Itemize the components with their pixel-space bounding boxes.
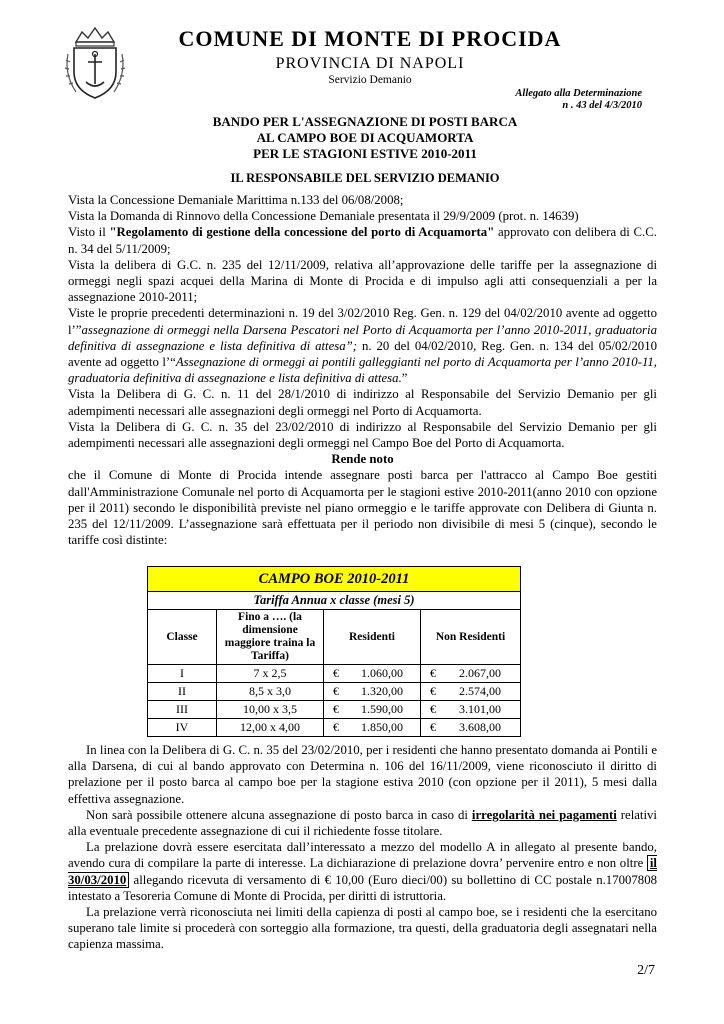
comune-title: COMUNE DI MONTE DI PROCIDA — [178, 26, 562, 51]
table-row — [148, 719, 521, 737]
euro-sign: € — [333, 720, 339, 734]
condizione-pagamenti — [68, 807, 657, 839]
cell-non-residenti — [421, 719, 521, 737]
euro-sign: € — [333, 684, 339, 698]
euro-sign: € — [430, 684, 436, 698]
cell-classe: IV — [148, 719, 217, 737]
header-non-residenti: Non Residenti — [421, 610, 521, 665]
cell-non-residenti — [421, 665, 521, 683]
condizione-sorteggio: La prelazione verrà riconosciuta nei limiti della capienza di posti al campo boe, se i residenti che la esercitano superano tale limite si procederà con sorteggio alla formazione, tra questi, della graduatoria degli assegnatari nella capienza massima. — [68, 905, 657, 952]
condizione-pagamenti-text: Non sarà possibile ottenere alcuna assegnazione di posto barca in caso di — [86, 807, 472, 822]
bando-title-line1: BANDO PER L'ASSEGNAZIONE DI POSTI BARCA — [212, 114, 518, 129]
cell-classe: III — [148, 701, 217, 719]
condizione-modalita — [68, 839, 657, 904]
cell-residenti — [324, 683, 421, 701]
premessa-3-text: Visto il — [68, 225, 110, 240]
premessa-7: Vista la Delibera di G. C. n. 35 del 23/02/2010 di indirizzo al Responsabile del Servizio Demanio per gli adempimenti necessari alle assegnazioni degli ormeggi nel Campo Boe del Porto di Acquamorta. — [68, 419, 657, 451]
premessa-5 — [68, 305, 657, 386]
premessa-5-text: Viste le proprie precedenti determinazioni n. 19 del 3/02/2010 Reg. Gen. n. 129 del 04/02/2010 avente ad oggetto l’” — [68, 306, 657, 337]
premessa-5-text-mid: n. 20 del 04/02/2010, Reg. Gen. n. 134 del 05/02/2010 avente ad oggetto l’“ — [68, 338, 657, 370]
determina-19-oggetto: assegnazione di ormeggi nella Darsena Pescatori nel Porto di Acquamorta per l’anno 2010-2011, graduatoria definitiva di assegnazione e lista definitiva di attesa”; — [68, 322, 657, 353]
residenti-value: 1.850,00 — [361, 720, 403, 734]
header-classe: Classe — [148, 610, 217, 665]
header-residenti: Residenti — [324, 610, 421, 665]
bando-title-line3: PER LE STAGIONI ESTIVE 2010-2011 — [253, 146, 477, 161]
euro-sign: € — [430, 666, 436, 680]
non-residenti-value: 3.101,00 — [459, 702, 501, 716]
rende-noto-heading: Rende noto — [331, 452, 394, 467]
allegato-note — [515, 88, 642, 112]
page-number: 2/7 — [637, 963, 655, 978]
condizione-modalita-text: La prelazione dovrà essere esercitata dall’interessato a mezzo del modello A in allegato al presente bando, avendo cura di compilare la parte di interesse. La dichiarazione di prelazione dovra’ pervenire entro e non oltre — [68, 840, 657, 871]
condizione-pagamenti-text-end: relativi alla eventuale precedente assegnazione di cui il richiedente fosse titolare. — [68, 807, 657, 839]
table-row — [148, 683, 521, 701]
table-header-row — [148, 610, 521, 665]
premessa-2: Vista la Domanda di Rinnovo della Concessione Demaniale presentata il 29/9/2009 (prot. n. 14639) — [68, 209, 579, 224]
premessa-3 — [68, 224, 657, 256]
cell-classe: II — [148, 683, 217, 701]
cell-residenti — [324, 665, 421, 683]
table-title: CAMPO BOE 2010-2011 — [148, 567, 521, 592]
rende-noto-text: che il Comune di Monte di Procida intende assegnare posti barca per l'attracco al Campo Boe gestiti dall'Amministrazione Comunale nel porto di Acquamorta per le stagioni estive 2010-2011(anno 2010 con opzione per il 2011) secondo le disponibilità previste nel piano ormeggio e le tariffe approvate con Delibera di Giunta n. 235 del 12/11/2009. L’assegnazione sarà effettuata per il periodo non divisibile di mesi 5 (cinque), secondo le tariffe così distinte: — [68, 468, 657, 548]
condizione-prelazione: In linea con la Delibera di G. C. n. 35 del 23/02/2010, per i residenti che hanno presentato domanda ai Pontili e alla Darsena, di cui al bando approvato con Determina n. 106 del 16/11/2009, viene riconosciuto il diritto di prelazione per il posto barca al campo boe per la stagione estiva 2010 (con opzione per il 2011), 5 mesi dalla effettiva assegnazione. — [68, 743, 657, 806]
cell-residenti — [324, 701, 421, 719]
cell-dimensione: 8,5 x 3,0 — [217, 683, 324, 701]
premessa-3-text-end: approvato con delibera di C.C. n. 34 del 5/11/2009; — [68, 225, 657, 256]
premessa-1: Vista la Concessione Demaniale Marittima n.133 del 06/08/2008; — [68, 193, 404, 207]
premessa-4: Vista la delibera di G.C. n. 235 del 12/11/2009, relativa all’approvazione delle tariffe per la assegnazione di ormeggi negli spazi acquei della Marina di Monte di Procida e di impulso agli atti consequenziali a per la assegnazione 2010-2011; — [68, 257, 657, 305]
cell-classe: I — [148, 665, 217, 683]
servizio-label: Servizio Demanio — [328, 74, 412, 86]
non-residenti-value: 3.608,00 — [459, 720, 501, 734]
allegato-line2: n . 43 del 4/3/2010 — [562, 100, 642, 111]
tariffe-table — [147, 566, 521, 737]
euro-sign: € — [333, 666, 339, 680]
cell-dimensione: 7 x 2,5 — [217, 665, 324, 683]
euro-sign: € — [430, 702, 436, 716]
non-residenti-value: 2.574,00 — [459, 684, 501, 698]
residenti-value: 1.590,00 — [361, 702, 403, 716]
cell-residenti — [324, 719, 421, 737]
bando-title — [140, 114, 590, 162]
cell-non-residenti — [421, 683, 521, 701]
residenti-value: 1.060,00 — [361, 666, 403, 680]
euro-sign: € — [333, 702, 339, 716]
cell-dimensione: 12,00 x 4,00 — [217, 719, 324, 737]
condizione-modalita-text-end: allegando ricevuta di versamento di € 10,00 (Euro dieci/00) su bollettino di CC postale n.17007808 intestato a Tesoreria Comune di Monte di Procida, per diritti di istruttoria. — [68, 872, 657, 903]
municipal-crest-icon — [62, 24, 128, 102]
provincia-subtitle: PROVINCIA DI NAPOLI — [275, 55, 465, 72]
bando-title-line2: AL CAMPO BOE DI ACQUAMORTA — [256, 130, 474, 145]
condizioni-section — [68, 742, 657, 953]
regolamento-title: "Regolamento di gestione della concessione del porto di Acquamorta" — [109, 225, 495, 240]
irregolarita-highlight: irregolarità nei pagamenti — [471, 807, 617, 822]
non-residenti-value: 2.067,00 — [459, 666, 501, 680]
cell-non-residenti — [421, 701, 521, 719]
euro-sign: € — [430, 720, 436, 734]
allegato-line1: Allegato alla Determinazione — [515, 88, 642, 99]
determina-20-oggetto: Assegnazione di ormeggi ai pontili galleggianti nel porto di Acquamorta per l’anno 2010-11, graduatoria definitiva di assegnazione e lista definitiva di attesa. — [68, 355, 657, 386]
deadline-date: il 30/03/2010 — [68, 856, 657, 887]
table-row — [148, 701, 521, 719]
table-row — [148, 665, 521, 683]
premesse-section — [68, 192, 657, 548]
header-fino: Fino a …. (la dimensione maggiore traina la Tariffa) — [217, 610, 324, 665]
responsabile-heading: IL RESPONSABILE DEL SERVIZIO DEMANIO — [230, 171, 500, 185]
cell-dimensione: 10,00 x 3,5 — [217, 701, 324, 719]
residenti-value: 1.320,00 — [361, 684, 403, 698]
table-subtitle: Tariffa Annua x classe (mesi 5) — [148, 592, 521, 610]
premessa-6: Vista la Delibera di G. C. n. 11 del 28/1/2010 di indirizzo al Responsabile del Servizio Demanio per gli adempimenti necessari alle assegnazioni degli ormeggi nel Porto di Acquamorta. — [68, 387, 657, 418]
premessa-5-text-end: ” — [401, 371, 408, 386]
